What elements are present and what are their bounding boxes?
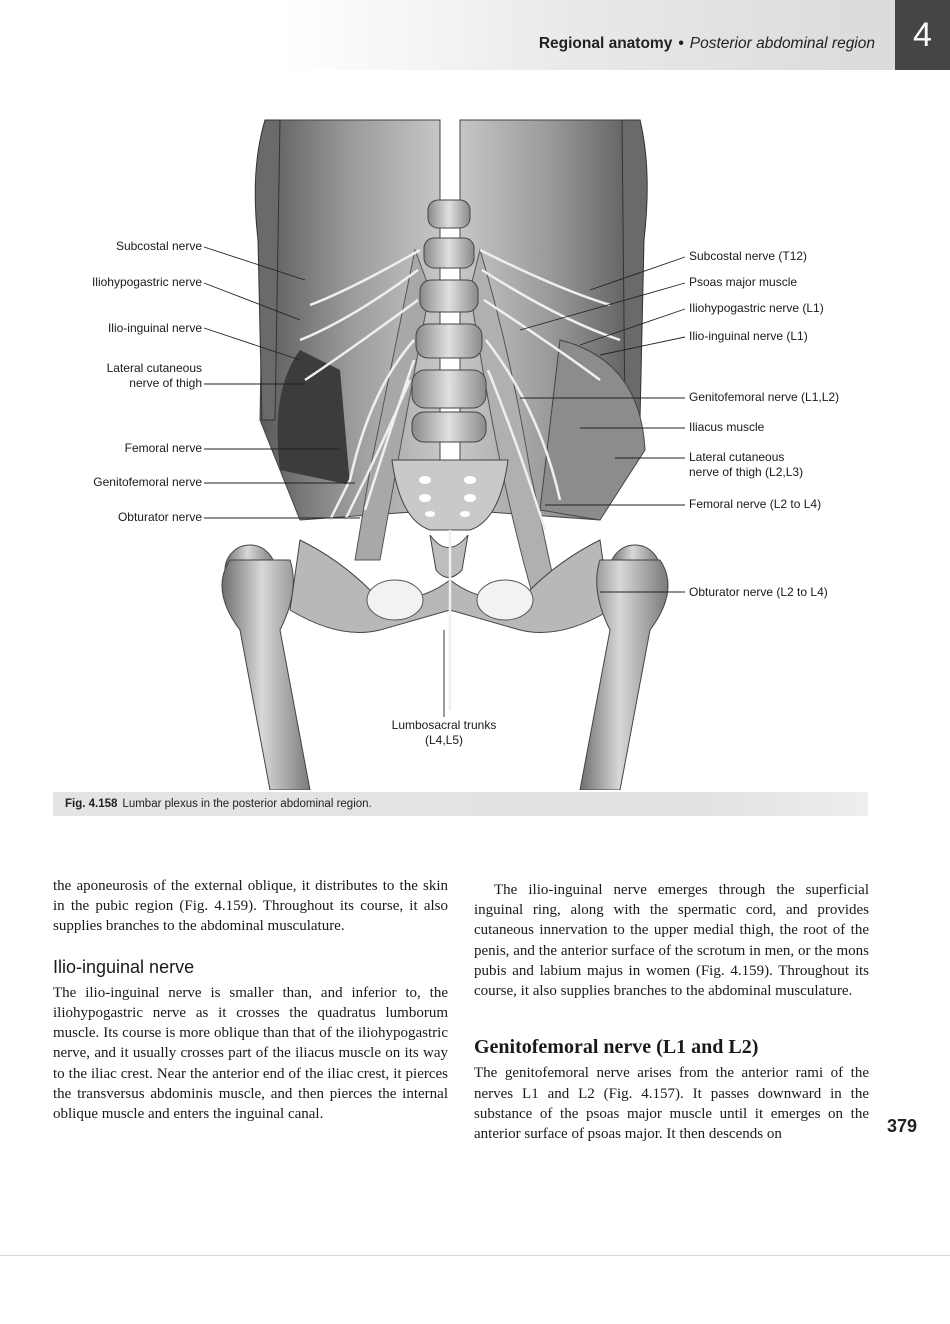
label-femoral-nerve-l2-l4: Femoral nerve (L2 to L4) <box>689 497 822 511</box>
label-lumbosacral-trunks <box>374 718 514 748</box>
label-lumbosacral-line1: Lumbosacral trunks <box>391 718 497 732</box>
figure-caption <box>53 792 868 816</box>
right-paragraph-1: The ilio-inguinal nerve emerges through the superficial inguinal ring, along with the spermatic cord, and provides cutaneous innervation to the upper medial thigh, the root of the penis, and the anterior surface of the scrotum in men, or the mons pubis and labium majus in women (Fig. 4.159). Throughout its course, it also supplies branches to the abdominal musculature. <box>474 882 869 1000</box>
label-obturator-nerve-l2-l4: Obturator nerve (L2 to L4) <box>689 585 828 599</box>
left-paragraph-2: The ilio-inguinal nerve is smaller than, and inferior to, the iliohypogastric nerve as it crosses the quadratus lumborum muscle. Its course is more oblique than that of the iliohypogastric nerve, and it usually crosses part of the iliacus muscle on its way to the iliac crest. Near the anterior end of the iliac crest, it pierces the transversus abdominis muscle, and then pierces the internal oblique muscle and enters the inguinal canal. <box>53 984 448 1123</box>
figure-caption-text: Lumbar plexus in the posterior abdominal region. <box>122 798 372 810</box>
heading-genitofemoral-nerve: Genitofemoral nerve (L1 and L2) <box>474 1036 759 1059</box>
left-column <box>53 876 448 1124</box>
left-paragraph-1: the aponeurosis of the external oblique, it distributes to the skin in the pubic region (Fig. 4.159). Throughout its course, it also supplies branches to the abdominal musculature. <box>53 878 448 935</box>
figure-number: Fig. 4.158 <box>65 798 118 810</box>
label-iliacus-muscle: Iliacus muscle <box>689 420 765 434</box>
label-lateral-cutaneous-r1: Lateral cutaneous <box>689 450 785 464</box>
running-head-bullet: • <box>678 35 684 52</box>
heading-ilio-inguinal-nerve: Ilio-inguinal nerve <box>53 956 195 977</box>
label-ilio-inguinal-nerve-l1: Ilio-inguinal nerve (L1) <box>689 329 808 343</box>
running-head-section: Regional anatomy <box>538 35 673 52</box>
label-femoral-nerve: Femoral nerve <box>124 441 202 455</box>
right-column <box>474 880 869 1144</box>
label-subcostal-nerve-t12: Subcostal nerve (T12) <box>689 249 808 263</box>
chapter-tab: 4 <box>895 0 950 70</box>
label-genitofemoral-nerve: Genitofemoral nerve <box>93 475 202 489</box>
label-subcostal-nerve: Subcostal nerve <box>115 239 202 253</box>
label-iliohypogastric-nerve: Iliohypogastric nerve <box>91 275 202 289</box>
anatomy-illustration <box>0 90 950 790</box>
right-paragraph-2: The genitofemoral nerve arises from the anterior rami of the nerves L1 and L2 (Fig. 4.157). It passes downward in the substance of the psoas major muscle until it emerges on the anterior surface of psoas major. It then descends on <box>474 1065 869 1143</box>
page-number: 379 <box>887 1116 918 1136</box>
label-genitofemoral-nerve-l1-l2: Genitofemoral nerve (L1,L2) <box>689 390 840 404</box>
label-lateral-cutaneous-1: Lateral cutaneous <box>106 361 202 375</box>
label-lateral-cutaneous-2: nerve of thigh <box>129 376 202 390</box>
footer-divider <box>0 1255 950 1256</box>
running-head-subsection: Posterior abdominal region <box>689 35 875 52</box>
label-iliohypogastric-nerve-l1: Iliohypogastric nerve (L1) <box>689 301 824 315</box>
label-obturator-nerve: Obturator nerve <box>117 510 202 524</box>
figure <box>0 90 950 790</box>
label-ilio-inguinal-nerve: Ilio-inguinal nerve <box>107 321 202 335</box>
label-lateral-cutaneous-r2: nerve of thigh (L2,L3) <box>689 465 804 479</box>
label-lumbosacral-line2: (L4,L5) <box>424 733 464 747</box>
running-head <box>539 35 875 53</box>
label-psoas-major-muscle: Psoas major muscle <box>689 275 798 289</box>
